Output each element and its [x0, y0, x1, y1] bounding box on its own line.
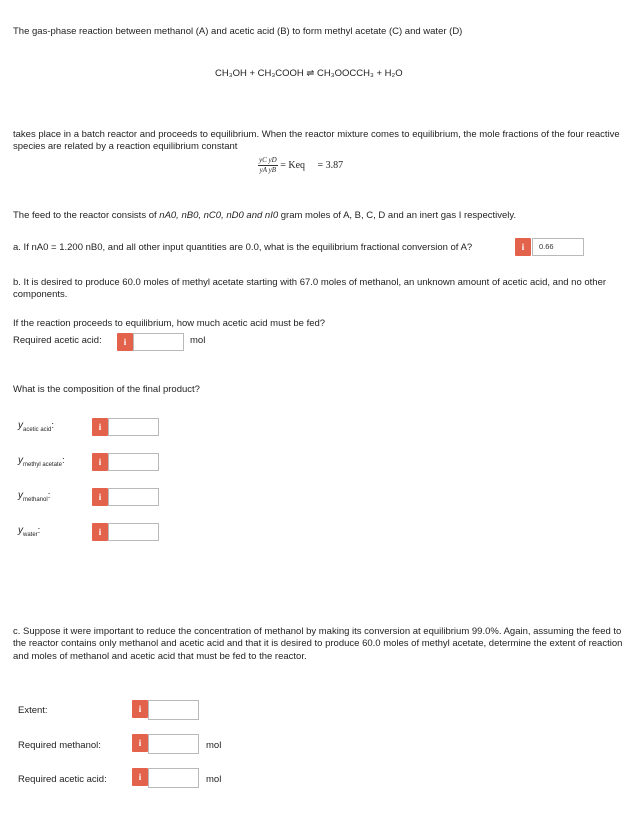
- y-methyl-acetate-field[interactable]: [108, 453, 159, 471]
- y-methanol-label: $y_{methanol}$:: [18, 490, 51, 503]
- required-methanol-field[interactable]: [148, 734, 199, 754]
- feed-text-vars: nA0, nB0, nC0, nD0 and nI0: [159, 210, 279, 221]
- y-acetic-acid-field[interactable]: [108, 418, 159, 436]
- keq-denominator: yA yB: [259, 166, 277, 174]
- required-acetic-c-field[interactable]: [148, 768, 199, 788]
- composition-question: What is the composition of the final product?: [13, 384, 200, 395]
- reaction-lhs: CH₃OH + CH₃COOH: [215, 68, 304, 79]
- info-icon-b[interactable]: i: [117, 333, 133, 351]
- extent-field[interactable]: [148, 700, 199, 720]
- y-methanol-field[interactable]: [108, 488, 159, 506]
- required-methanol-unit: mol: [206, 740, 222, 751]
- feed-text: [13, 210, 516, 222]
- reaction-equation: [215, 68, 403, 80]
- part-c-text: c. Suppose it were important to reduce the concentration of methanol by making its conversion at equilibrium 99.0%. Again, assuming the feed to the reactor contains only methanol and acetic acid and that it is desired to produce 60.0 moles of methyl acetate, determine the extent of reaction and moles of methanol and acetic acid that must be fed to the reactor.: [13, 626, 623, 662]
- reaction-rhs: CH₃OOCCH₃ + H₂O: [317, 68, 403, 79]
- extent-label: Extent:: [18, 705, 48, 716]
- reaction-arrow: ⇌: [306, 68, 315, 79]
- keq-numerator: yC yD: [259, 156, 277, 164]
- info-icon-extent[interactable]: i: [132, 700, 148, 718]
- y-water-field[interactable]: [108, 523, 159, 541]
- y-acetic-acid-label: $y_{acetic acid}$:: [18, 420, 54, 433]
- intro-text: The gas-phase reaction between methanol (A) and acetic acid (B) to form methyl acetate (C) and water (D): [13, 26, 463, 37]
- info-icon-y-acetic[interactable]: i: [92, 418, 108, 436]
- keq-expression: [258, 156, 343, 175]
- required-methanol-label: Required methanol:: [18, 740, 101, 751]
- part-b-question: If the reaction proceeds to equilibrium, how much acetic acid must be fed?: [13, 318, 326, 329]
- required-acetic-field[interactable]: [133, 333, 184, 351]
- info-icon-y-methanol[interactable]: i: [92, 488, 108, 506]
- equilibrium-text: takes place in a batch reactor and proceeds to equilibrium. When the reactor mixture comes to equilibrium, the mole fractions of the four reactive species are related by a reaction equilibrium constant: [13, 129, 620, 153]
- keq-fraction: [258, 156, 278, 175]
- part-a-question: a. If nA0 = 1.200 nB0, and all other input quantities are 0.0, what is the equilibrium fractional conversion of A?: [13, 242, 473, 253]
- info-icon-y-methyl-acetate[interactable]: i: [92, 453, 108, 471]
- part-b-text: b. It is desired to produce 60.0 moles of methyl acetate starting with 67.0 moles of methanol, an unknown amount of acetic acid, and no other components.: [13, 277, 607, 301]
- info-icon-methanol[interactable]: i: [132, 734, 148, 752]
- keq-symbol: = Keq: [280, 160, 306, 171]
- required-acetic-c-label: Required acetic acid:: [18, 774, 107, 785]
- y-methyl-acetate-label: $y_{methyl acetate}$:: [18, 455, 65, 468]
- feed-text-post: gram moles of A, B, C, D and an inert gas I respectively.: [278, 210, 517, 221]
- part-a-answer-field[interactable]: 0.66: [532, 238, 584, 256]
- required-acetic-label: Required acetic acid:: [13, 335, 102, 346]
- info-icon-acetic-c[interactable]: i: [132, 768, 148, 786]
- info-icon-a[interactable]: i: [515, 238, 531, 256]
- feed-text-pre: The feed to the reactor consists of: [13, 210, 160, 221]
- required-acetic-c-unit: mol: [206, 774, 222, 785]
- keq-value: = 3.87: [317, 160, 344, 171]
- y-water-label: $y_{water}$:: [18, 525, 41, 538]
- required-acetic-unit: mol: [190, 335, 206, 346]
- info-icon-y-water[interactable]: i: [92, 523, 108, 541]
